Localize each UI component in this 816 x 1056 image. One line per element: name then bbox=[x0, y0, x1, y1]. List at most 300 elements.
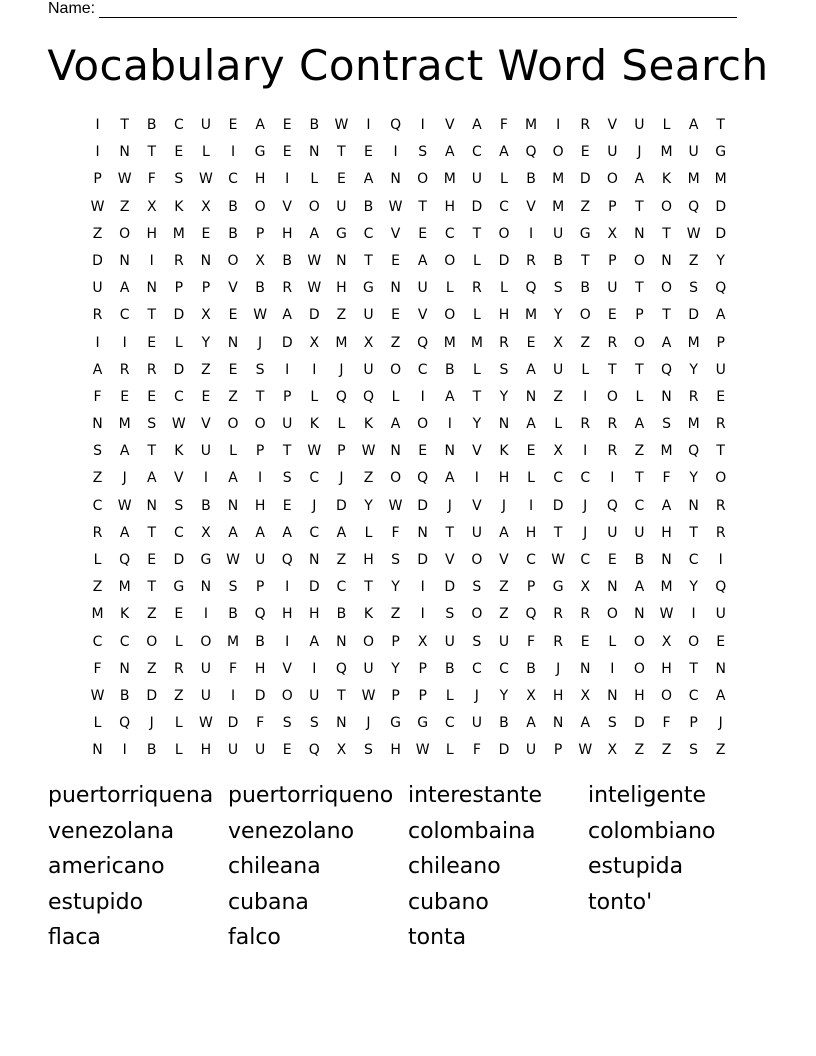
grid-letter: I bbox=[718, 552, 723, 568]
grid-letter: A bbox=[444, 470, 455, 487]
grid-letter: D bbox=[281, 334, 293, 351]
word-list-item: tonto' bbox=[588, 889, 653, 915]
grid-letter: J bbox=[447, 497, 452, 514]
grid-letter: X bbox=[526, 687, 536, 704]
grid-letter: Z bbox=[119, 198, 130, 215]
grid-letter: B bbox=[146, 117, 157, 133]
grid-letter: R bbox=[92, 307, 103, 324]
grid-letter: J bbox=[501, 497, 507, 514]
grid-letter: H bbox=[390, 742, 401, 759]
grid-letter: V bbox=[282, 198, 292, 215]
grid-letter: N bbox=[417, 524, 428, 541]
grid-letter: R bbox=[92, 524, 103, 541]
grid-letter: Q bbox=[308, 742, 320, 759]
grid-letter: O bbox=[417, 416, 429, 433]
grid-letter: I bbox=[285, 579, 290, 596]
grid-letter: Z bbox=[201, 361, 211, 378]
grid-letter: O bbox=[308, 198, 320, 215]
grid-letter: V bbox=[444, 117, 455, 133]
grid-letter: W bbox=[90, 687, 105, 704]
grid-letter: N bbox=[661, 552, 672, 568]
grid-letter: T bbox=[635, 470, 644, 487]
grid-letter: C bbox=[173, 388, 184, 405]
grid-letter: E bbox=[526, 334, 536, 351]
name-underline[interactable] bbox=[99, 3, 737, 18]
grid-letter: Z bbox=[228, 388, 238, 405]
grid-letter: A bbox=[119, 524, 130, 541]
grid-letter: R bbox=[688, 388, 699, 405]
grid-letter: T bbox=[282, 443, 292, 460]
grid-letter: N bbox=[336, 715, 347, 732]
grid-letter: O bbox=[633, 334, 645, 351]
grid-letter: S bbox=[364, 742, 373, 759]
grid-letter: G bbox=[579, 225, 591, 242]
grid-letter: H bbox=[634, 687, 645, 704]
grid-letter: H bbox=[661, 524, 672, 541]
grid-letter: Y bbox=[391, 579, 400, 596]
grid-letter: W bbox=[226, 552, 240, 568]
grid-letter: Z bbox=[390, 334, 401, 351]
grid-letter: B bbox=[526, 171, 536, 188]
grid-letter: E bbox=[716, 633, 726, 650]
grid-letter: O bbox=[254, 416, 266, 433]
name-field[interactable] bbox=[48, 0, 737, 18]
grid-letter: T bbox=[635, 198, 644, 215]
grid-letter: C bbox=[309, 524, 320, 541]
word-list-item: puertorriqueno bbox=[228, 783, 394, 808]
grid-letter: Z bbox=[634, 443, 645, 460]
grid-letter: A bbox=[634, 579, 645, 596]
grid-letter: N bbox=[715, 660, 726, 677]
grid-letter: B bbox=[119, 687, 130, 704]
grid-letter: P bbox=[93, 171, 102, 188]
grid-letter: M bbox=[470, 334, 483, 351]
word-list-item: flaca bbox=[48, 925, 101, 950]
grid-letter: P bbox=[608, 252, 617, 269]
grid-letter: P bbox=[553, 742, 563, 759]
grid-letter: N bbox=[579, 660, 591, 677]
grid-letter: H bbox=[146, 225, 157, 242]
grid-letter: N bbox=[634, 225, 645, 242]
grid-letter: T bbox=[635, 280, 644, 297]
grid-letter: L bbox=[310, 171, 319, 188]
grid-letter: U bbox=[553, 361, 564, 378]
grid-letter: N bbox=[607, 579, 618, 596]
grid-letter: U bbox=[688, 144, 699, 161]
grid-letter: L bbox=[527, 470, 535, 487]
grid-letter: O bbox=[444, 307, 456, 324]
grid-letter: R bbox=[580, 117, 591, 133]
word-list-item: cubano bbox=[408, 889, 489, 915]
grid-letter: N bbox=[525, 388, 537, 405]
grid-letter: N bbox=[227, 334, 239, 351]
grid-letter: V bbox=[390, 225, 401, 242]
grid-letter: N bbox=[309, 144, 320, 161]
grid-letter: W bbox=[361, 687, 376, 704]
grid-letter: D bbox=[173, 552, 185, 568]
grid-letter: U bbox=[525, 742, 537, 759]
grid-letter: N bbox=[119, 660, 130, 677]
grid-letter: W bbox=[117, 497, 132, 514]
grid-letter: R bbox=[119, 361, 130, 378]
grid-letter: L bbox=[581, 361, 590, 378]
grid-letter: N bbox=[390, 443, 401, 460]
grid-letter: X bbox=[553, 443, 563, 460]
grid-letter: B bbox=[553, 252, 563, 269]
grid-letter: C bbox=[688, 687, 699, 704]
grid-letter: O bbox=[579, 307, 591, 324]
grid-letter: I bbox=[203, 470, 208, 487]
grid-letter: N bbox=[661, 252, 672, 269]
grid-letter: S bbox=[93, 443, 102, 460]
grid-letter: S bbox=[689, 742, 699, 759]
grid-letter: A bbox=[580, 715, 591, 732]
grid-letter: T bbox=[689, 660, 698, 677]
grid-letter: O bbox=[552, 144, 564, 161]
grid-letter: Y bbox=[553, 307, 563, 324]
grid-letter: F bbox=[662, 470, 671, 487]
grid-letter: B bbox=[634, 552, 645, 568]
grid-letter: C bbox=[228, 171, 238, 188]
grid-letter: D bbox=[146, 687, 158, 704]
word-list-item: inteligente bbox=[588, 783, 707, 808]
grid-letter: C bbox=[417, 361, 428, 378]
grid-letter: A bbox=[715, 307, 726, 324]
grid-letter: V bbox=[444, 552, 455, 568]
grid-letter: E bbox=[282, 497, 292, 514]
grid-letter: W bbox=[307, 252, 322, 269]
grid-letter: Q bbox=[525, 606, 537, 623]
grid-letter: T bbox=[255, 388, 265, 405]
grid-letter: W bbox=[307, 443, 322, 460]
grid-letter: A bbox=[255, 117, 265, 133]
grid-letter: P bbox=[282, 388, 292, 405]
grid-letter: F bbox=[499, 117, 508, 133]
word-list-item: chileana bbox=[228, 854, 321, 879]
grid-letter: R bbox=[282, 280, 293, 297]
grid-letter: L bbox=[500, 280, 508, 297]
grid-letter: E bbox=[228, 307, 238, 324]
grid-letter: S bbox=[662, 416, 671, 433]
grid-letter: Y bbox=[391, 660, 400, 677]
grid-letter: E bbox=[147, 552, 157, 568]
grid-letter: E bbox=[147, 334, 157, 351]
grid-letter: A bbox=[92, 361, 103, 378]
grid-letter: A bbox=[472, 117, 482, 133]
grid-letter: X bbox=[661, 633, 672, 650]
grid-letter: W bbox=[578, 742, 593, 759]
grid-letter: N bbox=[146, 497, 157, 514]
grid-letter: M bbox=[525, 117, 538, 133]
grid-letter: H bbox=[309, 606, 320, 623]
grid-letter: K bbox=[120, 606, 130, 623]
grid-letter: Z bbox=[499, 579, 509, 596]
grid-letter: Z bbox=[92, 579, 103, 596]
grid-letter: W bbox=[686, 225, 701, 242]
grid-letter: O bbox=[661, 280, 673, 297]
grid-letter: L bbox=[202, 144, 210, 161]
grid-letter: W bbox=[117, 171, 132, 188]
grid-letter: T bbox=[553, 524, 563, 541]
grid-letter: U bbox=[607, 524, 618, 541]
grid-letter: L bbox=[472, 252, 481, 269]
grid-letter: E bbox=[174, 606, 184, 623]
grid-letter: S bbox=[472, 633, 482, 650]
grid-letter: E bbox=[201, 388, 211, 405]
grid-letter: I bbox=[149, 252, 154, 269]
grid-letter: U bbox=[634, 524, 645, 541]
grid-letter: C bbox=[444, 715, 455, 732]
grid-letter: O bbox=[362, 633, 374, 650]
grid-letter: B bbox=[444, 660, 455, 677]
grid-letter: R bbox=[715, 524, 726, 541]
grid-letter: C bbox=[634, 497, 645, 514]
grid-letter: R bbox=[526, 252, 536, 269]
grid-letter: Z bbox=[363, 470, 374, 487]
grid-letter: N bbox=[552, 715, 564, 732]
grid-letter: B bbox=[255, 633, 265, 650]
grid-letter: L bbox=[391, 388, 400, 405]
grid-letter: Q bbox=[254, 606, 266, 623]
grid-letter: R bbox=[173, 660, 184, 677]
grid-letter: A bbox=[282, 307, 292, 324]
grid-letter: O bbox=[146, 633, 158, 650]
grid-letter: M bbox=[660, 579, 673, 596]
grid-letter: T bbox=[580, 252, 590, 269]
grid-letter: A bbox=[526, 361, 536, 378]
grid-letter: M bbox=[443, 334, 456, 351]
grid-letter: N bbox=[92, 742, 103, 759]
grid-letter: U bbox=[715, 606, 726, 623]
grid-letter: E bbox=[526, 443, 536, 460]
grid-letter: S bbox=[309, 715, 319, 732]
grid-letter: Q bbox=[119, 715, 131, 732]
grid-letter: I bbox=[691, 606, 696, 623]
grid-letter: P bbox=[255, 443, 265, 460]
grid-letter: E bbox=[580, 144, 590, 161]
grid-letter: F bbox=[93, 388, 102, 405]
grid-letter: D bbox=[715, 225, 727, 242]
grid-letter: L bbox=[310, 388, 319, 405]
grid-letter: Y bbox=[472, 416, 482, 433]
grid-letter: D bbox=[92, 252, 103, 269]
grid-letter: B bbox=[282, 252, 292, 269]
grid-letter: T bbox=[472, 388, 482, 405]
grid-letter: O bbox=[444, 252, 456, 269]
grid-letter: S bbox=[472, 579, 482, 596]
grid-letter: U bbox=[471, 715, 482, 732]
grid-letter: O bbox=[200, 633, 212, 650]
grid-letter: U bbox=[607, 144, 618, 161]
grid-letter: K bbox=[363, 606, 374, 623]
word-list-item: americano bbox=[48, 854, 165, 879]
grid-letter: M bbox=[335, 334, 348, 351]
grid-letter: I bbox=[312, 660, 317, 677]
grid-letter: T bbox=[120, 117, 129, 133]
grid-letter: P bbox=[174, 280, 184, 297]
grid-letter: S bbox=[282, 470, 292, 487]
grid-letter: T bbox=[337, 687, 346, 704]
grid-letter: A bbox=[661, 497, 672, 514]
grid-letter: I bbox=[95, 117, 100, 133]
letter-grid bbox=[84, 112, 738, 765]
grid-letter: N bbox=[309, 552, 320, 568]
grid-letter: N bbox=[688, 497, 699, 514]
grid-letter: C bbox=[363, 225, 374, 242]
grid-letter: V bbox=[228, 280, 238, 297]
grid-letter: Z bbox=[499, 606, 509, 623]
grid-letter: Q bbox=[525, 280, 537, 297]
grid-letter: Y bbox=[499, 388, 509, 405]
name-label: Name: bbox=[48, 0, 96, 17]
grid-letter: Z bbox=[390, 606, 401, 623]
grid-letter: S bbox=[418, 144, 428, 161]
grid-letter: W bbox=[199, 171, 213, 188]
grid-letter: P bbox=[635, 307, 644, 324]
grid-letter: T bbox=[147, 579, 157, 596]
grid-letter: R bbox=[715, 497, 726, 514]
grid-letter: M bbox=[118, 416, 131, 433]
grid-letter: I bbox=[393, 144, 398, 161]
grid-letter: E bbox=[716, 388, 726, 405]
grid-letter: X bbox=[255, 252, 265, 269]
grid-letter: I bbox=[230, 144, 236, 161]
grid-letter: I bbox=[285, 361, 290, 378]
grid-letter: T bbox=[337, 144, 346, 161]
grid-letter: N bbox=[390, 280, 401, 297]
grid-letter: I bbox=[285, 171, 290, 188]
grid-letter: A bbox=[499, 524, 509, 541]
grid-letter: H bbox=[525, 524, 537, 541]
grid-letter: I bbox=[420, 606, 425, 623]
grid-letter: M bbox=[687, 416, 700, 433]
grid-letter: I bbox=[203, 606, 208, 623]
grid-letter: T bbox=[689, 524, 698, 541]
grid-letter: Z bbox=[661, 742, 672, 759]
grid-letter: L bbox=[229, 443, 237, 460]
grid-letter: S bbox=[228, 579, 238, 596]
grid-letter: O bbox=[390, 470, 402, 487]
grid-letter: I bbox=[474, 470, 479, 487]
grid-letter: Z bbox=[634, 742, 645, 759]
grid-letter: X bbox=[580, 579, 591, 596]
grid-letter: Z bbox=[146, 606, 157, 623]
grid-letter: C bbox=[688, 552, 699, 568]
grid-letter: X bbox=[201, 198, 211, 215]
grid-letter: C bbox=[173, 117, 184, 133]
grid-letter: P bbox=[608, 198, 617, 215]
grid-letter: T bbox=[608, 361, 617, 378]
grid-letter: M bbox=[687, 334, 700, 351]
grid-letter: T bbox=[716, 443, 725, 460]
grid-letter: V bbox=[526, 198, 536, 215]
grid-letter: C bbox=[173, 524, 184, 541]
grid-letter: I bbox=[610, 470, 615, 487]
grid-letter: A bbox=[688, 117, 699, 133]
grid-letter: O bbox=[606, 171, 618, 188]
grid-letter: A bbox=[363, 171, 374, 188]
grid-letter: I bbox=[556, 117, 561, 133]
grid-letter: U bbox=[200, 443, 212, 460]
grid-letter: J bbox=[149, 715, 154, 732]
grid-letter: H bbox=[254, 171, 266, 188]
grid-letter: L bbox=[93, 715, 102, 732]
word-list-item: falco bbox=[228, 925, 281, 950]
grid-letter: I bbox=[420, 388, 425, 405]
grid-letter: Y bbox=[201, 334, 211, 351]
grid-letter: T bbox=[364, 579, 373, 596]
grid-letter: D bbox=[173, 361, 185, 378]
grid-letter: D bbox=[417, 497, 429, 514]
grid-letter: V bbox=[472, 443, 482, 460]
grid-letter: H bbox=[363, 552, 374, 568]
grid-letter: C bbox=[92, 497, 103, 514]
grid-letter: G bbox=[200, 552, 212, 568]
grid-letter: B bbox=[201, 497, 211, 514]
grid-letter: H bbox=[281, 606, 293, 623]
grid-letter: V bbox=[472, 497, 482, 514]
grid-letter: V bbox=[417, 307, 428, 324]
grid-letter: W bbox=[199, 715, 213, 732]
grid-letter: T bbox=[364, 252, 373, 269]
grid-letter: B bbox=[363, 198, 374, 215]
grid-letter: N bbox=[498, 416, 510, 433]
grid-letter: L bbox=[445, 280, 454, 297]
grid-letter: O bbox=[471, 552, 483, 568]
grid-letter: N bbox=[146, 280, 157, 297]
grid-letter: U bbox=[363, 307, 374, 324]
grid-letter: S bbox=[174, 497, 184, 514]
grid-letter: O bbox=[227, 416, 239, 433]
grid-letter: M bbox=[552, 171, 565, 188]
grid-letter: P bbox=[526, 579, 536, 596]
grid-letter: O bbox=[715, 470, 727, 487]
grid-letter: A bbox=[255, 524, 265, 541]
grid-letter: H bbox=[552, 687, 564, 704]
grid-letter: O bbox=[119, 225, 131, 242]
grid-letter: Z bbox=[336, 552, 347, 568]
grid-letter: D bbox=[308, 307, 320, 324]
grid-letter: D bbox=[173, 307, 185, 324]
word-list-item: cubana bbox=[228, 889, 309, 915]
grid-letter: E bbox=[282, 144, 292, 161]
grid-letter: S bbox=[553, 280, 563, 297]
grid-letter: W bbox=[551, 552, 566, 568]
grid-letter: E bbox=[364, 144, 373, 161]
grid-letter: Z bbox=[580, 334, 591, 351]
grid-letter: G bbox=[390, 715, 401, 732]
grid-letter: H bbox=[498, 470, 510, 487]
grid-letter: L bbox=[337, 416, 346, 433]
grid-letter: R bbox=[146, 361, 157, 378]
grid-letter: N bbox=[336, 252, 347, 269]
grid-letter: T bbox=[472, 225, 482, 242]
grid-letter: R bbox=[499, 334, 509, 351]
grid-letter: J bbox=[718, 715, 723, 732]
grid-letter: B bbox=[444, 361, 455, 378]
grid-letter: Q bbox=[417, 334, 429, 351]
grid-letter: I bbox=[420, 579, 425, 596]
grid-letter: Q bbox=[417, 470, 429, 487]
grid-letter: O bbox=[633, 633, 645, 650]
grid-letter: W bbox=[90, 198, 105, 215]
grid-letter: Y bbox=[364, 497, 373, 514]
grid-letter: U bbox=[634, 117, 645, 133]
grid-letter: O bbox=[417, 171, 429, 188]
grid-letter: T bbox=[716, 117, 725, 133]
grid-letter: E bbox=[336, 171, 346, 188]
grid-letter: Q bbox=[335, 660, 347, 677]
